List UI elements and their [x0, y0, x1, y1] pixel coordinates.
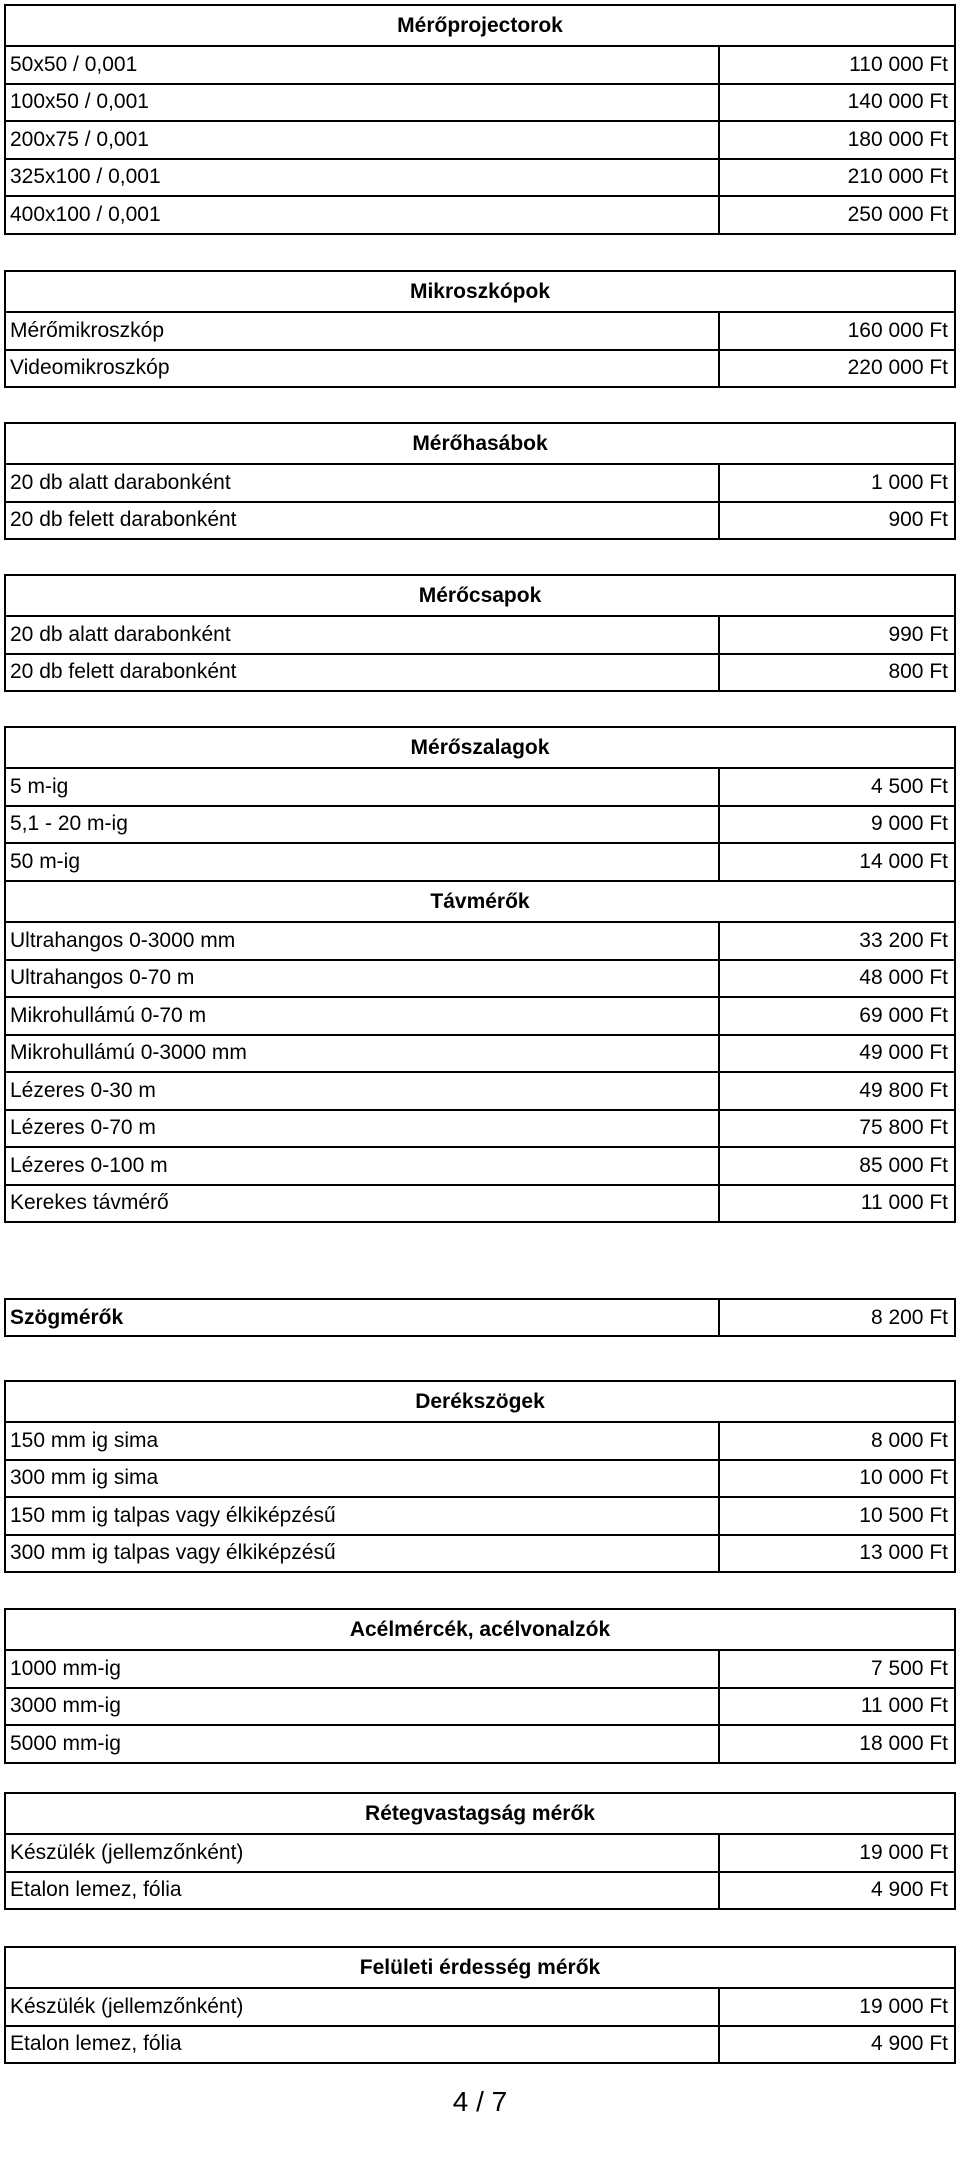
item-name: Mérőmikroszkóp [6, 313, 720, 349]
item-name: 50x50 / 0,001 [6, 47, 720, 83]
item-price: 7 500 Ft [870, 1656, 948, 1680]
price-row [6, 195, 954, 233]
price-section [4, 270, 956, 388]
price-section [4, 1792, 956, 1910]
item-name: Ultrahangos 0-70 m [6, 961, 720, 997]
price-row [6, 158, 954, 196]
item-name: Készülék (jellemzőnként) [6, 1835, 720, 1871]
item-name: 150 mm ig sima [6, 1423, 720, 1459]
price-row [6, 501, 954, 539]
section-title: Felületi érdesség mérők [359, 1955, 601, 1979]
item-name: Videomikroszkóp [6, 351, 720, 387]
item-price: 4 500 Ft [870, 774, 948, 798]
price-row [6, 463, 954, 501]
section-title: Mérőprojectorok [397, 13, 563, 37]
section-title: Mérőszalagok [410, 735, 550, 759]
item-price: 140 000 Ft [847, 90, 948, 114]
item-name: Etalon lemez, fólia [6, 2027, 720, 2063]
item-name: 20 db felett darabonként [6, 503, 720, 539]
item-price: 14 000 Ft [859, 849, 948, 873]
item-name: 150 mm ig talpas vagy élkiképzésű [6, 1498, 720, 1534]
price-section [4, 574, 956, 692]
item-price: 19 000 Ft [859, 1840, 948, 1864]
section-title: Acélmércék, acélvonalzók [349, 1617, 611, 1641]
item-price: 220 000 Ft [847, 356, 948, 380]
item-price: 11 000 Ft [860, 1694, 948, 1718]
item-name: 3000 mm-ig [6, 1689, 720, 1725]
price-row [6, 1421, 954, 1459]
price-row [6, 805, 954, 843]
price-row [6, 311, 954, 349]
price-section [4, 880, 956, 1223]
item-price: 210 000 Ft [847, 165, 948, 189]
item-price: 10 000 Ft [859, 1466, 948, 1490]
item-price: 8 000 Ft [870, 1428, 948, 1452]
item-price: 110 000 Ft [849, 52, 948, 76]
price-row [6, 1071, 954, 1109]
price-section [4, 726, 956, 882]
price-row [6, 2025, 954, 2063]
item-price: 8 200 Ft [870, 1305, 948, 1329]
section-title: Távmérők [430, 889, 530, 913]
section-title: Derékszögek [415, 1389, 545, 1413]
section-title: Mérőhasábok [412, 431, 548, 455]
price-row [6, 1109, 954, 1147]
single-price-row [4, 1298, 956, 1337]
price-row [6, 1146, 954, 1184]
price-row [6, 842, 954, 880]
item-name: Mikrohullámú 0-3000 mm [6, 1036, 720, 1072]
price-row [6, 1724, 954, 1762]
item-name: 5 m-ig [6, 769, 720, 805]
item-name: 20 db alatt darabonként [6, 617, 720, 653]
item-price: 180 000 Ft [847, 127, 948, 151]
price-section [4, 4, 956, 235]
price-row [6, 1034, 954, 1072]
price-row [6, 1987, 954, 2025]
page-number: 4 / 7 [452, 2086, 508, 2117]
item-price: 18 000 Ft [859, 1731, 948, 1755]
item-price: 11 000 Ft [860, 1191, 948, 1215]
item-price: 10 500 Ft [859, 1503, 948, 1527]
price-row [6, 615, 954, 653]
item-name: 300 mm ig talpas vagy élkiképzésű [6, 1536, 720, 1572]
price-row [6, 1871, 954, 1909]
item-price: 9 000 Ft [870, 812, 948, 836]
price-row [6, 1687, 954, 1725]
item-name: 50 m-ig [6, 844, 720, 880]
price-row [6, 1833, 954, 1871]
price-row [6, 653, 954, 691]
price-row [6, 767, 954, 805]
item-name: Lézeres 0-30 m [6, 1073, 720, 1109]
item-name: Mikrohullámú 0-70 m [6, 998, 720, 1034]
item-price: 33 200 Ft [859, 928, 948, 952]
item-price: 250 000 Ft [847, 202, 948, 226]
price-row [6, 45, 954, 83]
price-row [6, 120, 954, 158]
price-section [4, 1380, 956, 1573]
item-name: 20 db alatt darabonként [6, 465, 720, 501]
price-row [6, 1459, 954, 1497]
item-name: 5000 mm-ig [6, 1726, 720, 1762]
price-row [6, 1496, 954, 1534]
item-name: 20 db felett darabonként [6, 655, 720, 691]
price-row [6, 1534, 954, 1572]
item-price: 19 000 Ft [859, 1994, 948, 2018]
item-price: 49 000 Ft [859, 1041, 948, 1065]
price-row [6, 349, 954, 387]
section-title: Mikroszkópok [409, 279, 551, 303]
item-name: Lézeres 0-70 m [6, 1111, 720, 1147]
section-title: Mérőcsapok [418, 583, 542, 607]
item-name: 400x100 / 0,001 [6, 197, 720, 233]
price-row [6, 1184, 954, 1222]
item-name: 300 mm ig sima [6, 1461, 720, 1497]
item-price: 48 000 Ft [859, 966, 948, 990]
item-price: 75 800 Ft [859, 1116, 948, 1140]
item-name: Kerekes távmérő [6, 1186, 720, 1222]
item-price: 85 000 Ft [859, 1153, 948, 1177]
item-name: Ultrahangos 0-3000 mm [6, 923, 720, 959]
item-price: 4 900 Ft [870, 1878, 948, 1902]
price-row [6, 1649, 954, 1687]
item-name: 325x100 / 0,001 [6, 160, 720, 196]
price-section [4, 1608, 956, 1764]
item-price: 160 000 Ft [847, 318, 948, 342]
price-row [6, 921, 954, 959]
price-section [4, 422, 956, 540]
section-title: Rétegvastagság mérők [365, 1801, 595, 1825]
item-name: 100x50 / 0,001 [6, 85, 720, 121]
price-row [6, 996, 954, 1034]
item-price: 13 000 Ft [859, 1541, 948, 1565]
item-price: 49 800 Ft [859, 1078, 948, 1102]
item-name: Etalon lemez, fólia [6, 1873, 720, 1909]
item-name: 5,1 - 20 m-ig [6, 807, 720, 843]
item-price: 990 Ft [888, 622, 948, 646]
price-row [6, 959, 954, 997]
price-row [6, 83, 954, 121]
item-name: Szögmérők [6, 1300, 720, 1335]
item-name: 1000 mm-ig [6, 1651, 720, 1687]
item-price: 900 Ft [888, 508, 948, 532]
item-name: Lézeres 0-100 m [6, 1148, 720, 1184]
item-price: 69 000 Ft [859, 1003, 948, 1027]
item-name: Készülék (jellemzőnként) [6, 1989, 720, 2025]
item-price: 1 000 Ft [870, 470, 948, 494]
item-name: 200x75 / 0,001 [6, 122, 720, 158]
price-section [4, 1946, 956, 2064]
item-price: 4 900 Ft [870, 2032, 948, 2056]
item-price: 800 Ft [888, 660, 948, 684]
